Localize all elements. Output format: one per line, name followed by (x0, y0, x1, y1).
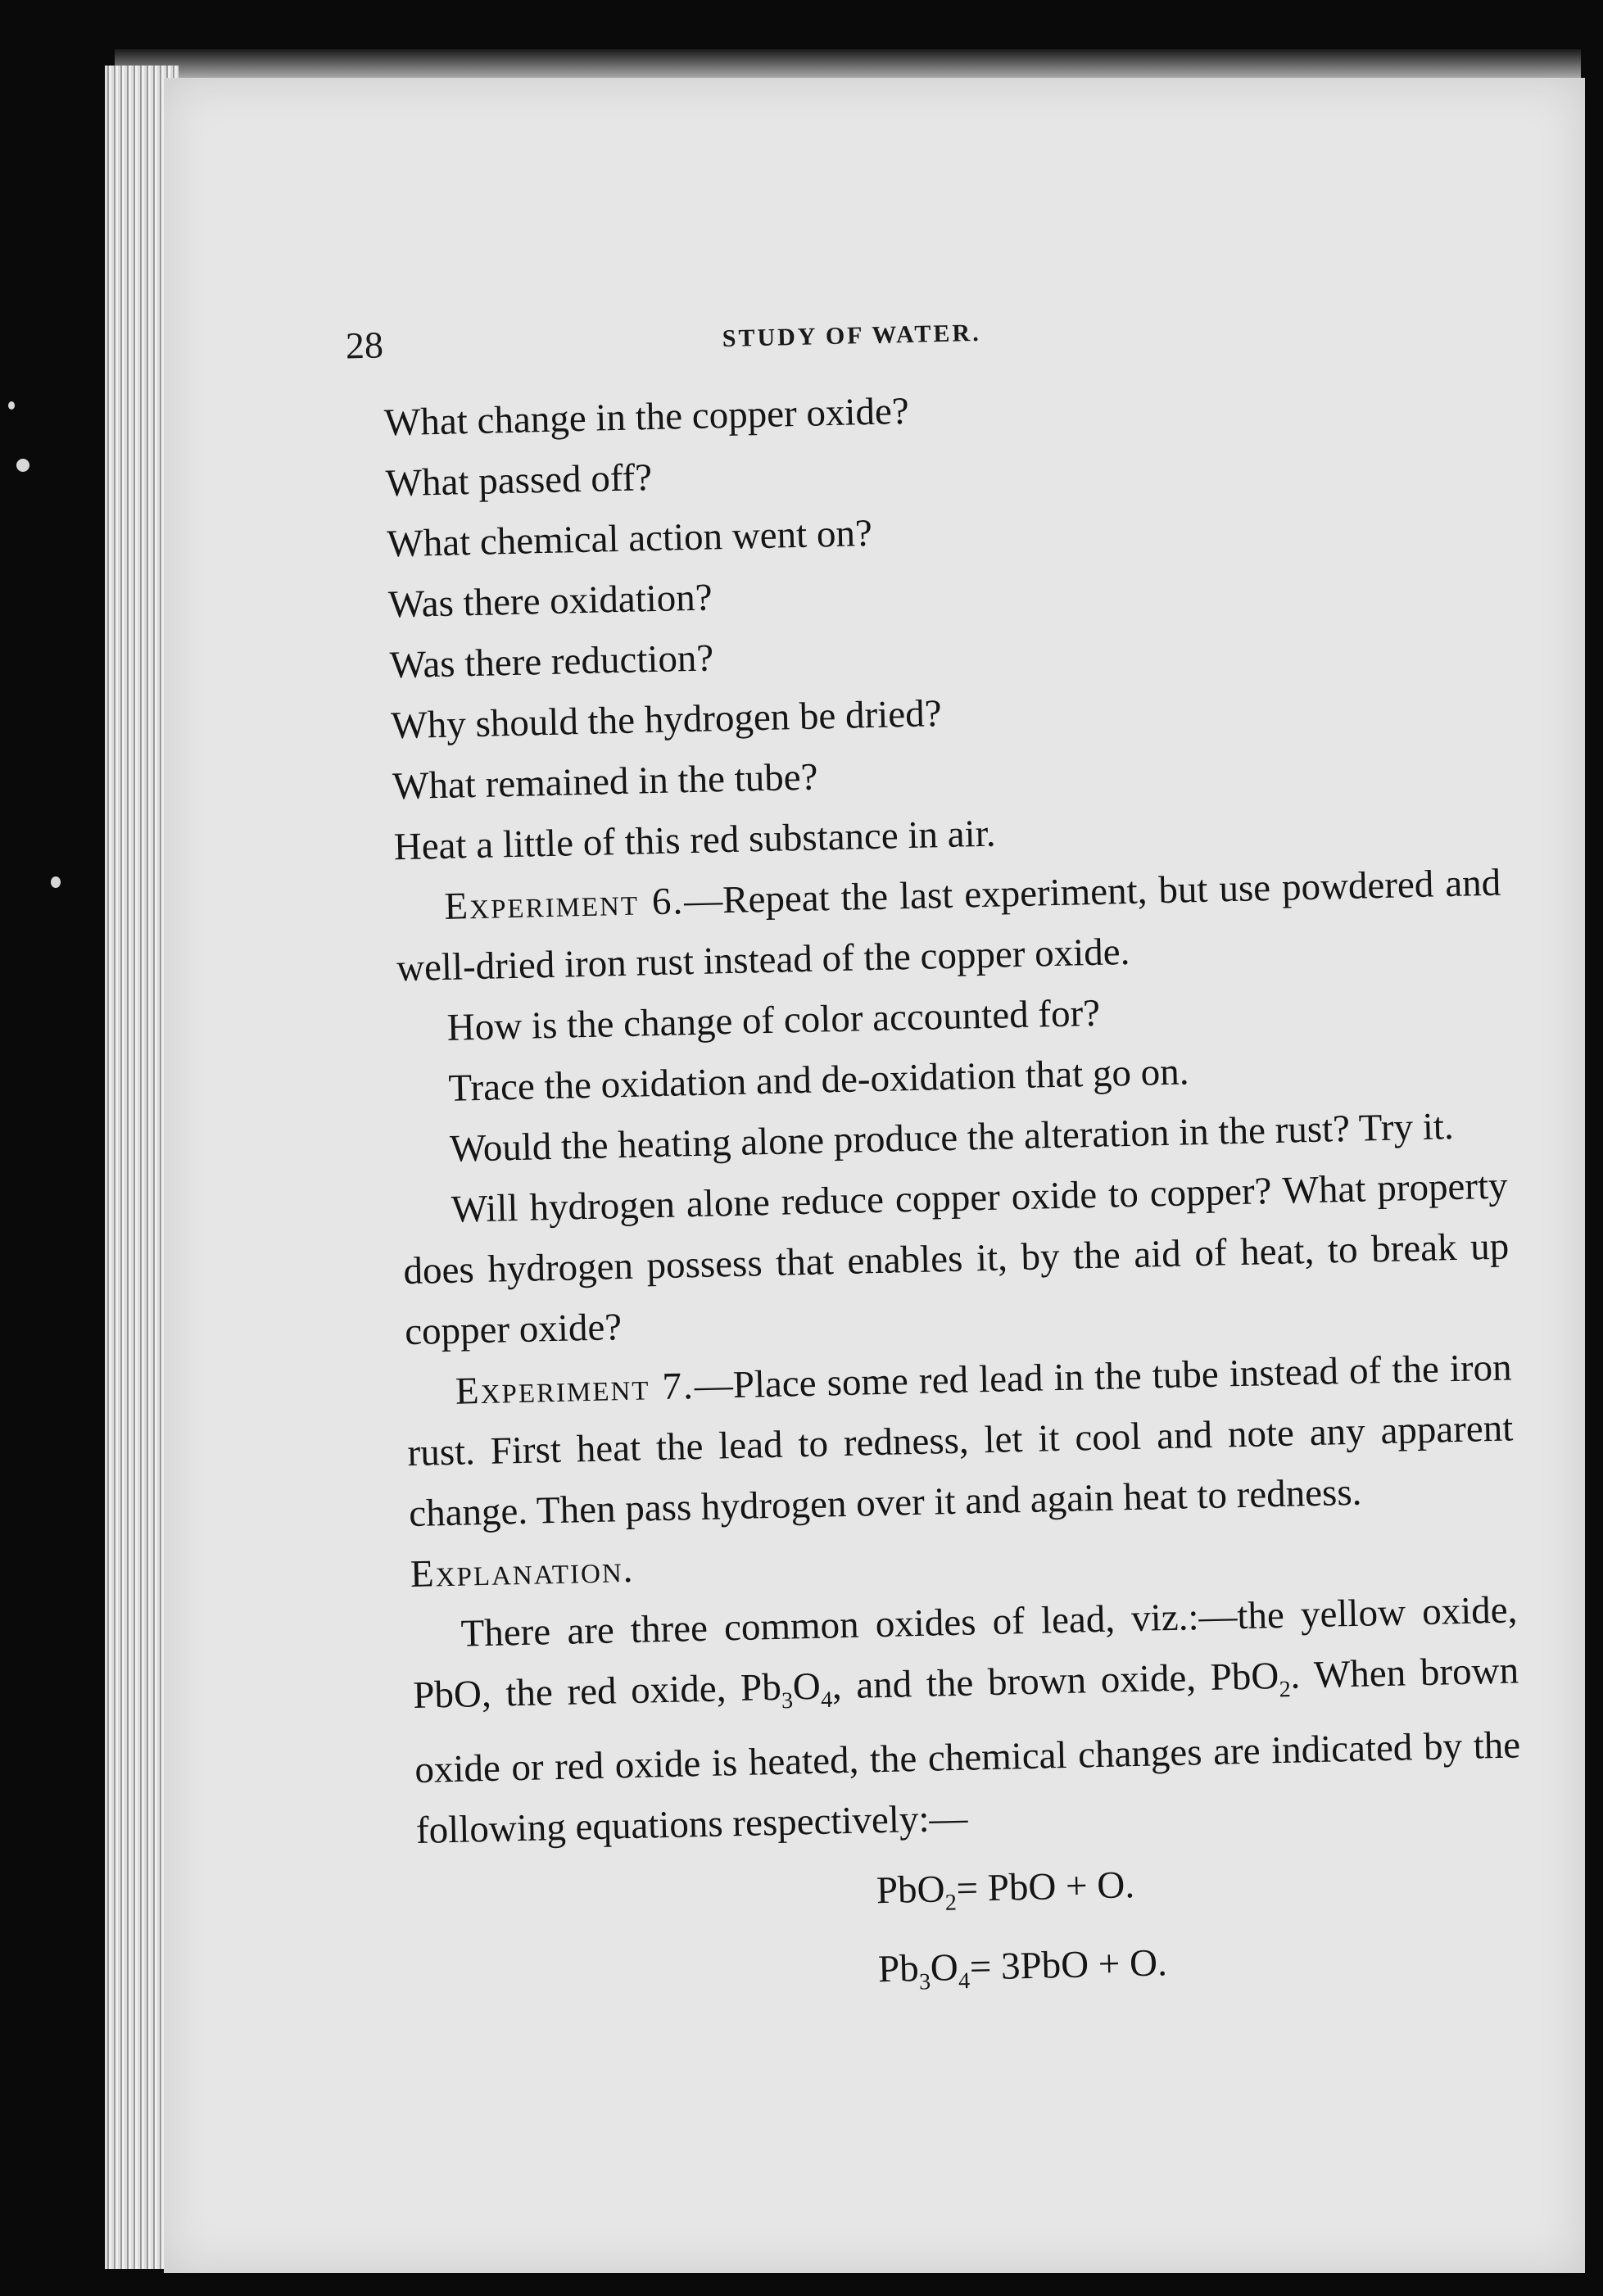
equation-2 (877, 1922, 1526, 2015)
formula-part: O (792, 1664, 822, 1709)
equations (417, 1845, 1526, 2026)
page-content (164, 78, 1585, 2273)
question-line: What chemical action went on? (386, 511, 873, 566)
explanation-heading: Explanation. (410, 1547, 635, 1596)
formula-pb3o4 (740, 1664, 833, 1714)
scan-edge (115, 49, 1581, 82)
scan-speck (51, 876, 61, 888)
question-paragraph: Will hydrogen alone reduce copper oxide to copper? What property does hydrogen possess that enables it, by the aid of heat, to break up copper oxide? (402, 1164, 1510, 1354)
equation-part: PbO (876, 1868, 946, 1913)
experiment-6-text: —Repeat the last experiment, but use powdered and well-dried iron rust instead of the copper oxide. (396, 861, 1501, 990)
question-line: What passed off? (385, 456, 653, 505)
question-line: Was there oxidation? (387, 576, 713, 627)
question-line: Trace the oxidation and de-oxidation that go on. (447, 1050, 1189, 1110)
equation-part: = PbO + O. (955, 1864, 1135, 1911)
formula-subscript: 3 (781, 1687, 794, 1714)
question-line: What remained in the tube? (392, 755, 818, 808)
scan-speck (16, 459, 29, 472)
explanation-text: , the red oxide, (481, 1666, 741, 1716)
experiment-7-text: —Place some red lead in the tube instead of the iron rust. First heat the lead to redness, let it cool and note any apparent change. Then pass hydrogen over it and again heat to redness. (407, 1346, 1514, 1536)
scan-speck (8, 401, 15, 410)
question-line: How is the change of color accounted for? (446, 991, 1101, 1049)
page-number: 28 (345, 324, 384, 367)
formula-pbo2 (1210, 1655, 1292, 1703)
formula-subscript: 2 (944, 1890, 958, 1917)
explanation-text: There are three common oxides of lead, viz.:—the yellow oxide, (460, 1588, 1518, 1655)
question-line: Was there reduction? (389, 636, 714, 687)
experiment-6-heading: Experiment 6. (443, 880, 685, 928)
question-line: Heat a little of this red substance in air. (393, 812, 997, 869)
question-line: Why should the hydrogen be dried? (390, 692, 943, 748)
formula-subscript: 2 (1279, 1677, 1292, 1703)
formula-part: PbO (1210, 1655, 1279, 1699)
formula-subscript: 4 (958, 1968, 971, 1995)
book-page (164, 78, 1585, 2273)
equation-1 (876, 1845, 1524, 1937)
equation-part: = 3PbO + O. (969, 1941, 1168, 1989)
formula-part: Pb (740, 1665, 782, 1710)
explanation-text: , and the brown oxide, (831, 1655, 1211, 1708)
equation-part: O (930, 1945, 959, 1990)
question-line: What change in the copper oxide? (383, 389, 910, 445)
experiment-7-paragraph (405, 1337, 1515, 1544)
question-paragraph: Would the heating alone produce the alteration in the rust? Try it. (449, 1105, 1455, 1171)
equation-part: Pb (877, 1946, 920, 1990)
page-header (345, 305, 1206, 374)
explanation-paragraph (411, 1579, 1523, 1861)
formula-subscript: 4 (820, 1687, 833, 1714)
formula-pbo: PbO (412, 1673, 482, 1717)
running-head: STUDY OF WATER. (722, 319, 982, 353)
formula-subscript: 3 (918, 1968, 931, 1995)
experiment-7-heading: Experiment 7. (455, 1365, 695, 1413)
body-text (383, 368, 1526, 2026)
explanation-text: . When brown oxide or red oxide is heated, the chemical changes are indicated by the following equations respectively:— (414, 1649, 1521, 1853)
